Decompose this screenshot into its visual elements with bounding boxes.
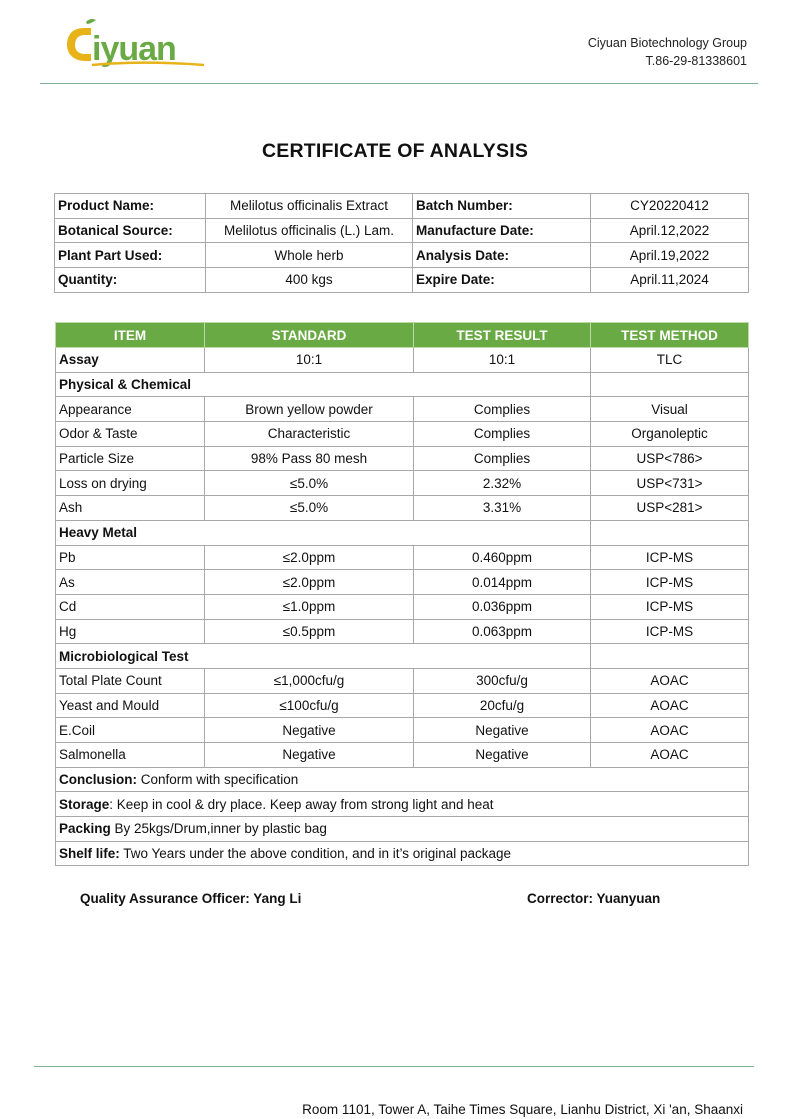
test-item: Yeast and Mould	[56, 693, 205, 718]
corrector-signature: Corrector: Yuanyuan	[527, 891, 661, 906]
note-label: Storage	[59, 796, 110, 812]
qa-officer-signature: Quality Assurance Officer: Yang Li	[80, 891, 302, 906]
test-row	[56, 496, 749, 521]
test-standard: ≤0.5ppm	[205, 619, 414, 644]
test-row	[56, 743, 749, 768]
product-info-row	[55, 268, 749, 293]
test-result: Negative	[414, 718, 591, 743]
test-method: USP<731>	[591, 471, 749, 496]
info-label: Product Name:	[55, 194, 206, 219]
info-label: Expire Date:	[413, 268, 591, 293]
test-result: 0.063ppm	[414, 619, 591, 644]
company-logo	[64, 18, 214, 68]
info-label: Botanical Source:	[55, 218, 206, 243]
product-info-row	[55, 243, 749, 268]
test-standard: ≤5.0%	[205, 496, 414, 521]
test-method: ICP-MS	[591, 619, 749, 644]
info-label: Batch Number:	[413, 194, 591, 219]
header-standard: STANDARD	[205, 323, 414, 348]
test-method: AOAC	[591, 668, 749, 693]
note-cell	[56, 767, 749, 792]
footer-address: Room 1101, Tower A, Taihe Times Square, Lianhu District, Xi 'an, Shaanxi	[302, 1102, 743, 1117]
info-value: April.12,2022	[591, 218, 749, 243]
section-blank-cell	[591, 644, 749, 669]
test-item: Odor & Taste	[56, 422, 205, 447]
test-result: Complies	[414, 446, 591, 471]
test-row	[56, 471, 749, 496]
test-standard: ≤2.0ppm	[205, 570, 414, 595]
note-text: Conform with specification	[137, 772, 299, 788]
test-standard: ≤100cfu/g	[205, 693, 414, 718]
test-standard: Negative	[205, 718, 414, 743]
test-row	[56, 446, 749, 471]
test-result: 300cfu/g	[414, 668, 591, 693]
test-item: Cd	[56, 594, 205, 619]
test-result: Negative	[414, 743, 591, 768]
info-label: Quantity:	[55, 268, 206, 293]
test-result: 2.32%	[414, 471, 591, 496]
section-title: Microbiological Test	[56, 644, 591, 669]
info-value: April.19,2022	[591, 243, 749, 268]
assay-standard: 10:1	[205, 348, 414, 373]
analysis-header-row	[56, 323, 749, 348]
note-label: Shelf life:	[59, 846, 120, 862]
note-text: : Keep in cool & dry place. Keep away from strong light and heat	[109, 796, 494, 812]
test-result: Complies	[414, 422, 591, 447]
note-row	[56, 767, 749, 792]
note-row	[56, 841, 749, 866]
test-result: 20cfu/g	[414, 693, 591, 718]
test-method: Organoleptic	[591, 422, 749, 447]
test-item: Total Plate Count	[56, 668, 205, 693]
company-header	[588, 34, 747, 70]
footer-divider	[34, 1066, 754, 1067]
document-title: CERTIFICATE OF ANALYSIS	[261, 140, 529, 162]
info-value: CY20220412	[591, 194, 749, 219]
section-blank-cell	[591, 372, 749, 397]
test-standard: ≤2.0ppm	[205, 545, 414, 570]
test-result: Complies	[414, 397, 591, 422]
section-title: Heavy Metal	[56, 520, 591, 545]
product-info-table	[54, 193, 749, 293]
product-info-row	[55, 194, 749, 219]
section-title: Physical & Chemical	[56, 372, 591, 397]
test-method: ICP-MS	[591, 594, 749, 619]
test-standard: Brown yellow powder	[205, 397, 414, 422]
test-item: As	[56, 570, 205, 595]
section-header-row	[56, 644, 749, 669]
test-row	[56, 693, 749, 718]
test-result: 0.460ppm	[414, 545, 591, 570]
header-divider	[40, 83, 758, 84]
test-item: Loss on drying	[56, 471, 205, 496]
note-cell	[56, 792, 749, 817]
info-label: Manufacture Date:	[413, 218, 591, 243]
note-row	[56, 817, 749, 842]
test-standard: Characteristic	[205, 422, 414, 447]
info-label: Plant Part Used:	[55, 243, 206, 268]
info-value: 400 kgs	[206, 268, 413, 293]
svg-text:iyuan: iyuan	[92, 30, 176, 68]
company-name: Ciyuan Biotechnology Group	[587, 36, 747, 50]
note-text: Two Years under the above condition, and in it’s original package	[119, 846, 512, 862]
note-cell	[56, 841, 749, 866]
test-item: Pb	[56, 545, 205, 570]
test-method: USP<786>	[591, 446, 749, 471]
test-item: Salmonella	[56, 743, 205, 768]
section-header-row	[56, 372, 749, 397]
test-item: E.Coil	[56, 718, 205, 743]
test-item: Hg	[56, 619, 205, 644]
test-result: 0.036ppm	[414, 594, 591, 619]
test-method: Visual	[591, 397, 749, 422]
test-method: ICP-MS	[591, 545, 749, 570]
test-row	[56, 594, 749, 619]
section-header-row	[56, 520, 749, 545]
info-value: April.11,2024	[591, 268, 749, 293]
test-row	[56, 570, 749, 595]
test-row	[56, 397, 749, 422]
note-row	[56, 792, 749, 817]
test-standard: ≤1.0ppm	[205, 594, 414, 619]
test-row	[56, 545, 749, 570]
info-label: Analysis Date:	[413, 243, 591, 268]
info-value: Melilotus officinalis Extract	[206, 194, 413, 219]
assay-row	[56, 348, 749, 373]
test-row	[56, 422, 749, 447]
note-label: Packing	[59, 821, 111, 837]
test-result: 0.014ppm	[414, 570, 591, 595]
test-item: Ash	[56, 496, 205, 521]
test-result: 3.31%	[414, 496, 591, 521]
assay-item: Assay	[56, 348, 205, 373]
test-row	[56, 619, 749, 644]
test-method: AOAC	[591, 718, 749, 743]
test-method: AOAC	[591, 743, 749, 768]
header-test-method: TEST METHOD	[591, 323, 749, 348]
test-standard: Negative	[205, 743, 414, 768]
assay-method: TLC	[591, 348, 749, 373]
test-row	[56, 668, 749, 693]
test-method: USP<281>	[591, 496, 749, 521]
test-item: Particle Size	[56, 446, 205, 471]
info-value: Melilotus officinalis (L.) Lam.	[206, 218, 413, 243]
test-method: ICP-MS	[591, 570, 749, 595]
note-cell	[56, 817, 749, 842]
test-row	[56, 718, 749, 743]
note-label: Conclusion:	[59, 772, 137, 788]
header-test-result: TEST RESULT	[414, 323, 591, 348]
header-item: ITEM	[56, 323, 205, 348]
test-standard: 98% Pass 80 mesh	[205, 446, 414, 471]
company-phone: T.86-29-81338601	[645, 54, 747, 68]
test-standard: ≤5.0%	[205, 471, 414, 496]
info-value: Whole herb	[206, 243, 413, 268]
assay-result: 10:1	[414, 348, 591, 373]
section-blank-cell	[591, 520, 749, 545]
test-method: AOAC	[591, 693, 749, 718]
note-text: By 25kgs/Drum,inner by plastic bag	[110, 821, 327, 837]
test-item: Appearance	[56, 397, 205, 422]
product-info-row	[55, 218, 749, 243]
analysis-table	[55, 322, 749, 866]
test-standard: ≤1,000cfu/g	[205, 668, 414, 693]
